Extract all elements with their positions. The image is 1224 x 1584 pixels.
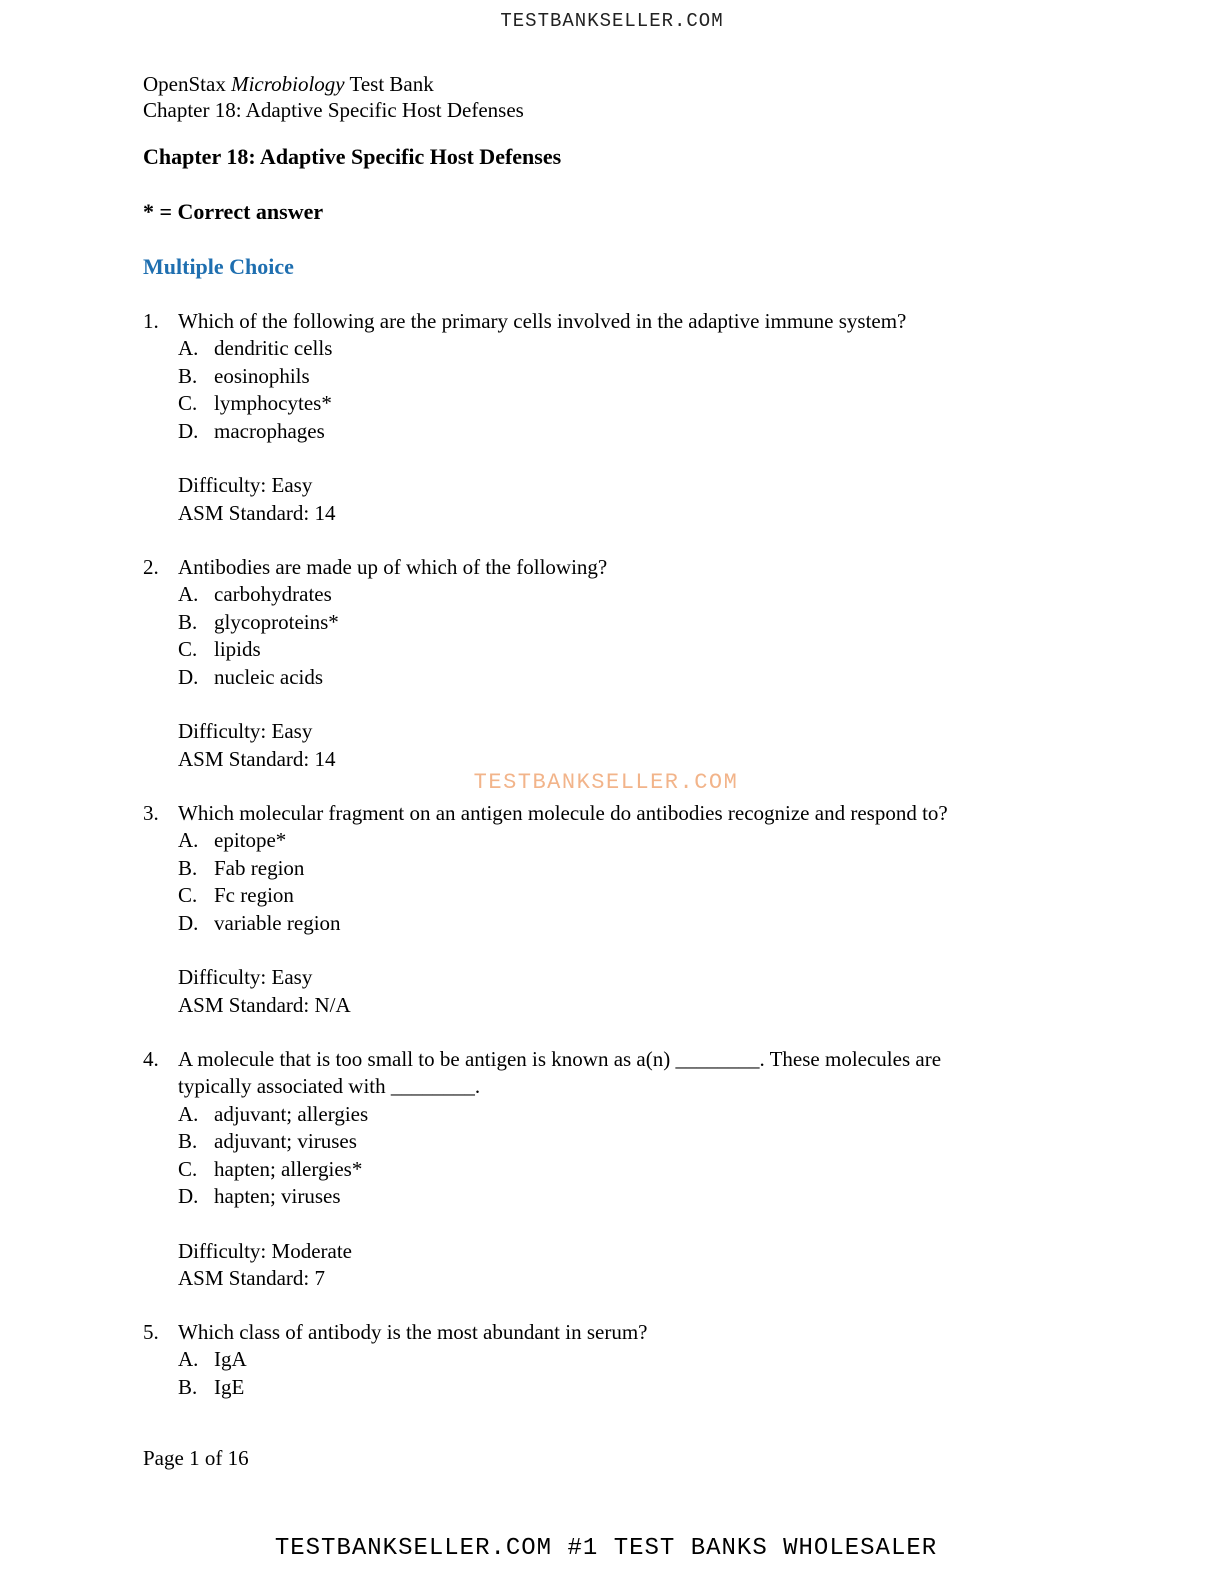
option-b bbox=[178, 1374, 1063, 1401]
option-letter: D. bbox=[178, 1184, 199, 1209]
asm-standard: ASM Standard: 14 bbox=[178, 500, 336, 525]
question-4 bbox=[143, 1046, 1063, 1293]
option-text: IgE bbox=[214, 1374, 245, 1399]
option-text: IgA bbox=[214, 1347, 247, 1372]
option-text: adjuvant; allergies bbox=[214, 1101, 369, 1126]
option-letter: B. bbox=[178, 1129, 198, 1154]
option-text: dendritic cells bbox=[214, 336, 333, 361]
option-letter: A. bbox=[178, 1101, 199, 1126]
option-letter: A. bbox=[178, 1347, 199, 1372]
option-letter: B. bbox=[178, 855, 198, 880]
option-a bbox=[178, 827, 1063, 854]
option-text: adjuvant; viruses bbox=[214, 1129, 357, 1154]
option-text: hapten; viruses bbox=[214, 1184, 341, 1209]
option-letter: C. bbox=[178, 637, 198, 662]
asm-standard: ASM Standard: 14 bbox=[178, 746, 336, 771]
option-a bbox=[178, 1101, 1063, 1128]
option-letter: C. bbox=[178, 883, 198, 908]
option-text: macrophages bbox=[214, 418, 325, 443]
option-letter: C. bbox=[178, 391, 198, 416]
header-line-2: Chapter 18: Adaptive Specific Host Defenses bbox=[143, 98, 524, 122]
option-d bbox=[178, 418, 1063, 445]
header-prefix: OpenStax bbox=[143, 72, 232, 96]
page-number: Page 1 of 16 bbox=[143, 1446, 249, 1470]
option-text: Fc region bbox=[214, 883, 294, 908]
question-number: 1. bbox=[143, 309, 159, 333]
asm-standard: ASM Standard: N/A bbox=[178, 992, 351, 1017]
option-letter: B. bbox=[178, 363, 198, 388]
option-letter: A. bbox=[178, 828, 199, 853]
question-text: A molecule that is too small to be antigen is known as a(n) ________. These molecules are bbox=[178, 1047, 942, 1071]
option-d bbox=[178, 664, 1063, 691]
option-letter: D. bbox=[178, 664, 199, 689]
header-book-title: Microbiology bbox=[231, 72, 345, 96]
section-title: Multiple Choice bbox=[143, 254, 294, 279]
difficulty: Difficulty: Easy bbox=[178, 965, 313, 990]
question-text: Which of the following are the primary cells involved in the adaptive immune system? bbox=[178, 309, 907, 333]
option-c bbox=[178, 390, 1063, 417]
option-letter: B. bbox=[178, 1374, 198, 1399]
question-text: Which class of antibody is the most abundant in serum? bbox=[178, 1320, 648, 1344]
bottom-watermark: TESTBANKSELLER.COM #1 TEST BANKS WHOLESALER bbox=[274, 1535, 938, 1562]
question-text: Antibodies are made up of which of the following? bbox=[178, 555, 608, 579]
option-b bbox=[178, 609, 1063, 636]
option-c bbox=[178, 1156, 1063, 1183]
option-letter: D. bbox=[178, 418, 199, 443]
option-letter: A. bbox=[178, 336, 199, 361]
option-text: eosinophils bbox=[214, 363, 310, 388]
question-text: Which molecular fragment on an antigen molecule do antibodies recognize and respond to? bbox=[178, 801, 948, 825]
header-suffix: Test Bank bbox=[344, 72, 434, 96]
option-letter: D. bbox=[178, 910, 199, 935]
question-1 bbox=[143, 308, 1063, 527]
option-letter: B. bbox=[178, 609, 198, 634]
option-text: variable region bbox=[214, 910, 341, 935]
option-letter: A. bbox=[178, 582, 199, 607]
question-3 bbox=[143, 800, 1063, 1019]
option-a bbox=[178, 581, 1063, 608]
option-b bbox=[178, 363, 1063, 390]
option-text: lymphocytes* bbox=[214, 391, 332, 416]
question-number: 4. bbox=[143, 1047, 159, 1071]
chapter-title: Chapter 18: Adaptive Specific Host Defenses bbox=[143, 144, 562, 169]
option-letter: C. bbox=[178, 1156, 198, 1181]
question-number: 3. bbox=[143, 801, 159, 825]
question-number: 2. bbox=[143, 555, 159, 579]
option-d bbox=[178, 1183, 1063, 1210]
asm-standard: ASM Standard: 7 bbox=[178, 1266, 325, 1291]
option-text: glycoproteins* bbox=[214, 609, 339, 634]
difficulty: Difficulty: Easy bbox=[178, 473, 313, 498]
option-text: lipids bbox=[214, 637, 261, 662]
question-5 bbox=[143, 1319, 1063, 1401]
difficulty: Difficulty: Easy bbox=[178, 719, 313, 744]
question-number: 5. bbox=[143, 1320, 159, 1344]
option-text: carbohydrates bbox=[214, 582, 332, 607]
option-text: Fab region bbox=[214, 855, 305, 880]
option-c bbox=[178, 636, 1063, 663]
option-a bbox=[178, 1346, 1063, 1373]
option-text: epitope* bbox=[214, 828, 287, 853]
option-b bbox=[178, 855, 1063, 882]
question-2 bbox=[143, 554, 1063, 773]
question-text-continued: typically associated with ________. bbox=[178, 1074, 481, 1099]
difficulty: Difficulty: Moderate bbox=[178, 1238, 352, 1263]
header-line-1 bbox=[143, 72, 434, 97]
middle-watermark: TESTBANKSELLER.COM bbox=[473, 770, 739, 795]
option-text: nucleic acids bbox=[214, 664, 324, 689]
option-b bbox=[178, 1128, 1063, 1155]
option-c bbox=[178, 882, 1063, 909]
answer-legend: * = Correct answer bbox=[143, 199, 324, 224]
option-a bbox=[178, 335, 1063, 362]
option-d bbox=[178, 910, 1063, 937]
top-watermark: TESTBANKSELLER.COM bbox=[500, 10, 724, 32]
option-text: hapten; allergies* bbox=[214, 1156, 363, 1181]
